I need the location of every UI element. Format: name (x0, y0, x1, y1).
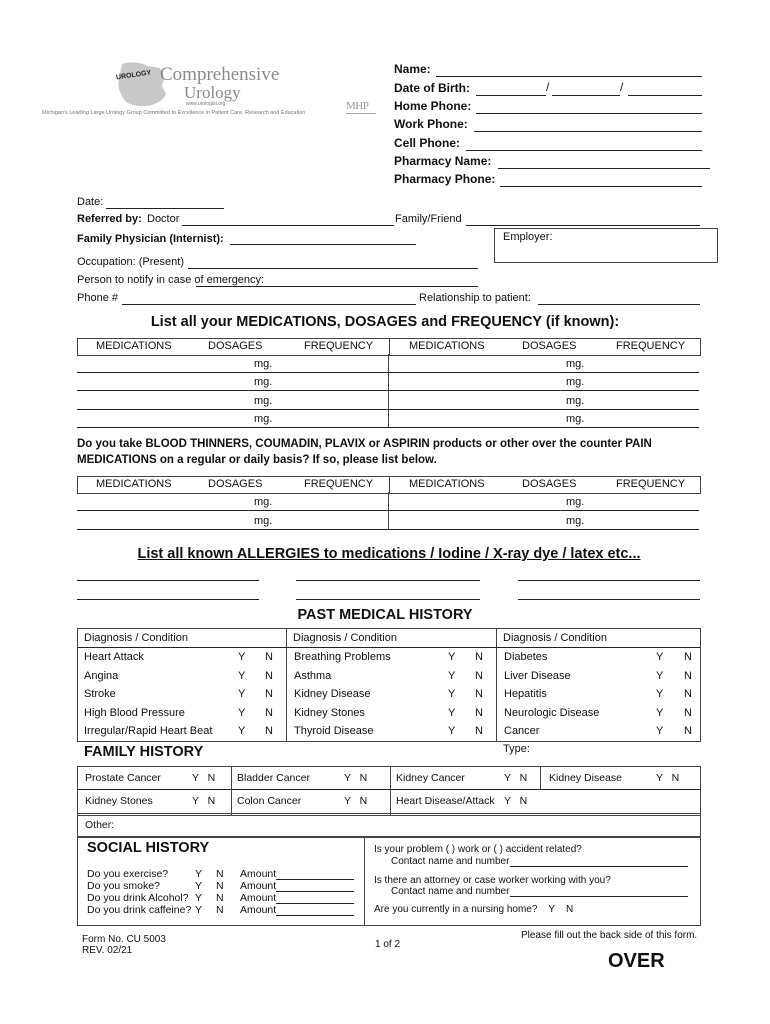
over-label: OVER (608, 950, 665, 972)
yes-option[interactable]: Y (238, 725, 246, 737)
dob-separator-1: / (546, 80, 550, 94)
pmh-header-1: Diagnosis / Condition (84, 632, 188, 644)
social-question: Do you drink caffeine? (87, 904, 192, 916)
fh-yn[interactable]: Y N (504, 772, 528, 784)
bt-row-line[interactable] (77, 529, 699, 530)
no-option[interactable]: N (216, 880, 224, 892)
no-option[interactable]: N (684, 651, 692, 663)
referred-by-label: Referred by: (77, 213, 142, 225)
name-label: Name: (394, 62, 431, 76)
blood-thinners-question-line1: Do you take BLOOD THINNERS, COUMADIN, PLAVIX or ASPIRIN products or other over the counter PAIN (77, 438, 652, 450)
yes-option[interactable]: Y (195, 880, 203, 892)
med-header-1: MEDICATIONS (96, 340, 172, 352)
bt-header-3: FREQUENCY (304, 478, 374, 490)
yes-option[interactable]: Y (195, 904, 203, 916)
family-history-table (77, 766, 701, 816)
social-question: Do you smoke? (87, 880, 160, 892)
no-option[interactable]: N (475, 651, 483, 663)
fh-other-label: Other: (85, 819, 115, 831)
yes-option[interactable]: Y (238, 707, 246, 719)
yes-option[interactable]: Y (656, 707, 664, 719)
medications-row-divider (388, 354, 389, 428)
logo (40, 58, 330, 123)
allergy-field[interactable] (77, 599, 259, 600)
mhp-rule (346, 113, 376, 114)
pharmacy-phone-field[interactable] (500, 186, 702, 187)
yes-option[interactable]: Y (656, 670, 664, 682)
medications-rows (77, 354, 699, 428)
contact-label: Contact name and number (391, 856, 510, 867)
yes-option[interactable]: Y (448, 670, 456, 682)
mg-label: mg. (566, 358, 585, 370)
yes-option[interactable]: Y (195, 892, 203, 904)
condition-label: Kidney Stones (294, 707, 365, 719)
home-phone-label: Home Phone: (394, 99, 472, 113)
fh-condition: Prostate Cancer (85, 772, 161, 784)
emergency-label: Person to notify in case of emergency: (77, 274, 265, 286)
yes-option[interactable]: Y (656, 688, 664, 700)
logo-tagline: Michigan's Leading Large Urology Group Committed to Excellence in Patient Care, Research and Education (42, 110, 306, 116)
no-option[interactable]: N (475, 688, 483, 700)
yes-option[interactable]: Y (195, 868, 203, 880)
doctor-label: Doctor (147, 213, 180, 225)
mg-label: mg. (254, 376, 273, 388)
dob-month-field[interactable] (476, 95, 546, 96)
contact-label: Contact name and number (391, 886, 510, 897)
yes-option[interactable]: Y (238, 670, 246, 682)
no-option[interactable]: N (216, 868, 224, 880)
yes-option[interactable]: Y (448, 688, 456, 700)
home-phone-field[interactable] (476, 113, 702, 114)
attorney-question: Is there an attorney or case worker working with you? (374, 875, 611, 886)
no-option[interactable]: N (684, 670, 692, 682)
occupation-label: Occupation: (Present) (77, 256, 184, 268)
work-phone-field[interactable] (474, 131, 702, 132)
med-row-line[interactable] (77, 427, 699, 428)
blood-thinners-question-line2: MEDICATIONS on a regular or daily basis? If so, please list below. (77, 454, 437, 466)
no-option[interactable]: N (265, 670, 273, 682)
condition-label: Irregular/Rapid Heart Beat (84, 725, 213, 737)
pharmacy-name-field[interactable] (498, 168, 710, 169)
mg-label: mg. (254, 358, 273, 370)
blood-thinners-header-divider (389, 477, 390, 493)
condition-label: Cancer (504, 725, 540, 737)
med-header-2: DOSAGES (208, 340, 263, 352)
family-friend-label: Family/Friend (395, 213, 462, 225)
no-option[interactable]: N (265, 725, 273, 737)
work-accident-question: Is your problem ( ) work or ( ) accident related? (374, 844, 582, 855)
logo-name-line2: Urology (184, 83, 241, 102)
cell-phone-label: Cell Phone: (394, 136, 461, 150)
mg-label: mg. (566, 413, 585, 425)
name-field[interactable] (436, 76, 702, 77)
family-history-title: FAMILY HISTORY (84, 744, 204, 760)
no-option[interactable]: N (475, 725, 483, 737)
yes-option[interactable]: Y (238, 688, 246, 700)
dob-day-field[interactable] (552, 95, 620, 96)
date-label: Date: (77, 196, 104, 208)
mg-label: mg. (254, 395, 273, 407)
pharmacy-name-label: Pharmacy Name: (394, 154, 492, 168)
condition-label: Diabetes (504, 651, 548, 663)
allergies-title: List all known ALLERGIES to medications / Iodine / X-ray dye / latex etc... (137, 546, 641, 562)
fh-condition: Kidney Stones (85, 795, 153, 807)
amount-field[interactable] (276, 903, 354, 904)
fh-yn[interactable]: Y N (504, 795, 528, 807)
blood-thinners-rows (77, 492, 699, 530)
mg-label: mg. (566, 395, 585, 407)
contact-field[interactable] (510, 896, 688, 897)
med-header-4: MEDICATIONS (409, 340, 485, 352)
condition-label: High Blood Pressure (84, 707, 185, 719)
back-side-note: Please fill out the back side of this form. (521, 930, 698, 941)
amount-label: Amount (240, 904, 277, 916)
allergy-field[interactable] (518, 599, 700, 600)
social-history-title: SOCIAL HISTORY (87, 840, 210, 856)
fh-condition: Kidney Cancer (396, 772, 465, 784)
no-option[interactable]: N (265, 651, 273, 663)
family-physician-label: Family Physician (Internist): (77, 233, 224, 245)
pmh-header-rule (78, 647, 700, 648)
contact-field[interactable] (510, 866, 688, 867)
logo-website: www.urologist.org (186, 101, 226, 107)
social-question: Do you drink Alcohol? (87, 892, 189, 904)
condition-label: Neurologic Disease (504, 707, 600, 719)
yes-option[interactable]: Y (448, 707, 456, 719)
condition-label: Heart Attack (84, 651, 144, 663)
cell-phone-field[interactable] (466, 150, 702, 151)
condition-label: Angina (84, 670, 119, 682)
mg-label: mg. (566, 376, 585, 388)
med-header-6: FREQUENCY (616, 340, 686, 352)
bt-row-line[interactable] (77, 510, 699, 511)
relationship-label: Relationship to patient: (419, 292, 531, 304)
allergy-field[interactable] (77, 580, 259, 581)
dob-separator-2: / (620, 80, 624, 94)
fh-condition: Kidney Disease (549, 772, 622, 784)
condition-label: Liver Disease (504, 670, 571, 682)
no-option[interactable]: N (684, 725, 692, 737)
no-option[interactable]: N (475, 707, 483, 719)
condition-label: Asthma (294, 670, 332, 682)
occupation-field[interactable] (188, 268, 478, 269)
fh-yn[interactable]: Y N (344, 772, 368, 784)
fh-yn[interactable]: Y N (192, 772, 216, 784)
employer-label: Employer: (503, 231, 553, 243)
amount-field[interactable] (276, 879, 354, 880)
amount-field[interactable] (276, 915, 354, 916)
amount-label: Amount (240, 880, 277, 892)
condition-label: Kidney Disease (294, 688, 371, 700)
form-number: Form No. CU 5003 (82, 934, 166, 945)
mg-label: mg. (566, 496, 585, 508)
form-revision: REV. 02/21 (82, 945, 133, 956)
mg-label: mg. (254, 515, 273, 527)
allergy-field[interactable] (296, 580, 480, 581)
condition-label: Stroke (84, 688, 116, 700)
med-row-line[interactable] (77, 372, 699, 373)
fh-row-rule (78, 789, 700, 790)
medications-title: List all your MEDICATIONS, DOSAGES and FREQUENCY (if known): (150, 314, 620, 330)
mg-label: mg. (566, 515, 585, 527)
pmh-header-2: Diagnosis / Condition (293, 632, 397, 644)
amount-field[interactable] (276, 891, 354, 892)
no-option[interactable]: N (475, 670, 483, 682)
no-option[interactable]: N (684, 688, 692, 700)
yes-option[interactable]: Y (448, 651, 456, 663)
yes-option[interactable]: Y (448, 725, 456, 737)
fh-condition: Bladder Cancer (237, 772, 310, 784)
no-option[interactable]: N (216, 904, 224, 916)
med-header-5: DOSAGES (522, 340, 577, 352)
med-header-3: FREQUENCY (304, 340, 374, 352)
social-question: Do you exercise? (87, 868, 169, 880)
date-field[interactable] (106, 208, 224, 209)
logo-badge: UROLOGY (115, 69, 152, 82)
employer-box[interactable] (494, 228, 718, 263)
fh-condition: Heart Disease/Attack (396, 795, 495, 807)
fh-yn[interactable]: Y N (656, 772, 680, 784)
no-option[interactable]: N (265, 707, 273, 719)
logo-name-line1: Comprehensive (160, 64, 280, 85)
pmh-table (77, 628, 701, 742)
dob-label: Date of Birth: (394, 81, 470, 95)
fh-condition: Colon Cancer (237, 795, 302, 807)
pmh-header-3: Diagnosis / Condition (503, 632, 607, 644)
fh-yn[interactable]: Y N (344, 795, 368, 807)
amount-label: Amount (240, 892, 277, 904)
bt-header-2: DOSAGES (208, 478, 263, 490)
family-friend-field[interactable] (466, 225, 700, 226)
no-option[interactable]: N (265, 688, 273, 700)
bt-header-1: MEDICATIONS (96, 478, 172, 490)
pmh-col-divider-2 (496, 629, 497, 741)
emergency-field[interactable] (196, 286, 478, 287)
medications-header-divider (389, 339, 390, 355)
bt-header-5: DOSAGES (522, 478, 577, 490)
bt-header-4: MEDICATIONS (409, 478, 485, 490)
condition-label: Thyroid Disease (294, 725, 374, 737)
pmh-title: PAST MEDICAL HISTORY (297, 607, 473, 623)
no-option[interactable]: N (216, 892, 224, 904)
condition-label: Hepatitis (504, 688, 547, 700)
mg-label: mg. (254, 413, 273, 425)
condition-label: Breathing Problems (294, 651, 391, 663)
nursing-home-question: Are you currently in a nursing home? Y N (374, 904, 574, 915)
fh-other-box[interactable] (77, 813, 701, 838)
fh-col-divider (390, 767, 391, 815)
med-row-line[interactable] (77, 409, 699, 410)
fh-col-divider (231, 767, 232, 815)
cancer-type-label: Type: (503, 743, 530, 755)
mhp-logo: MHP (346, 100, 369, 112)
family-physician-field[interactable] (230, 244, 416, 245)
yes-option[interactable]: Y (656, 651, 664, 663)
phone-field[interactable] (122, 304, 416, 305)
pharmacy-phone-label: Pharmacy Phone: (394, 172, 496, 186)
yes-option[interactable]: Y (238, 651, 246, 663)
allergy-field[interactable] (296, 599, 480, 600)
blood-thinners-row-divider (388, 492, 389, 530)
no-option[interactable]: N (684, 707, 692, 719)
mg-label: mg. (254, 496, 273, 508)
bt-header-6: FREQUENCY (616, 478, 686, 490)
fh-yn[interactable]: Y N (192, 795, 216, 807)
fh-col-divider (540, 767, 541, 789)
allergy-field[interactable] (518, 580, 700, 581)
phone-label: Phone # (77, 292, 118, 304)
social-history-box (77, 836, 701, 926)
dob-year-field[interactable] (628, 95, 702, 96)
yes-option[interactable]: Y (656, 725, 664, 737)
social-col-divider (364, 837, 365, 925)
doctor-field[interactable] (182, 225, 394, 226)
work-phone-label: Work Phone: (394, 117, 468, 131)
amount-label: Amount (240, 868, 277, 880)
med-row-line[interactable] (77, 390, 699, 391)
page-number: 1 of 2 (375, 939, 401, 950)
relationship-field[interactable] (538, 304, 700, 305)
pmh-col-divider-1 (286, 629, 287, 741)
